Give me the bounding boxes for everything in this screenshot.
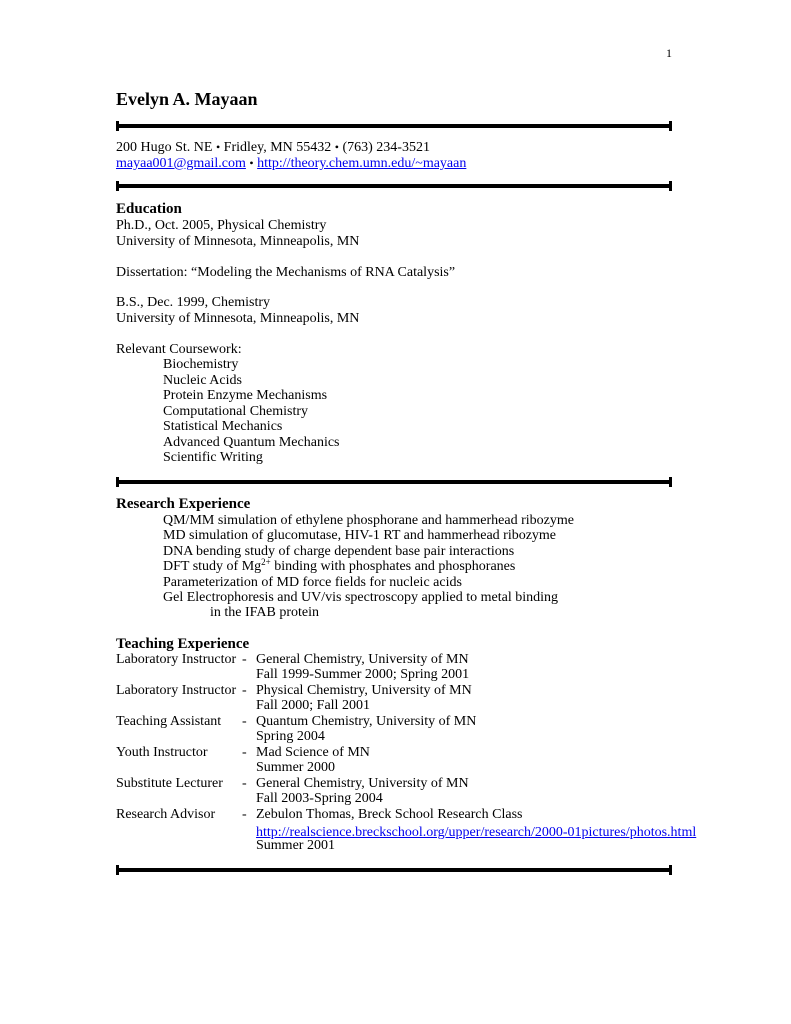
research-item: DNA bending study of charge dependent base pair interactions <box>163 544 515 559</box>
dash: - <box>242 714 247 729</box>
teaching-term: Fall 1999-Summer 2000; Spring 2001 <box>256 667 470 682</box>
page-number: 1 <box>666 46 672 60</box>
divider-rule <box>116 124 672 128</box>
city: Fridley, MN 55432 <box>223 140 332 155</box>
teaching-course: General Chemistry, University of MN <box>256 776 469 791</box>
teaching-course: General Chemistry, University of MN <box>256 652 469 667</box>
teaching-role: Laboratory Instructor <box>116 652 237 667</box>
course-item: Computational Chemistry <box>163 404 309 419</box>
teaching-term: Summer 2001 <box>256 838 335 853</box>
dash: - <box>242 683 247 698</box>
bs-degree: B.S., Dec. 1999, Chemistry <box>116 295 270 310</box>
research-item: Gel Electrophoresis and UV/vis spectroscopy applied to metal binding <box>163 590 559 605</box>
bullet: • <box>334 140 339 154</box>
phd-degree: Ph.D., Oct. 2005, Physical Chemistry <box>116 218 327 233</box>
teaching-role: Youth Instructor <box>116 745 208 760</box>
dft-suffix: binding with phosphates and phosphoranes <box>270 559 516 574</box>
teaching-role: Teaching Assistant <box>116 714 222 729</box>
teaching-course: Physical Chemistry, University of MN <box>256 683 472 698</box>
dissertation: Dissertation: “Modeling the Mechanisms of RNA Catalysis” <box>116 265 456 280</box>
course-item: Nucleic Acids <box>163 373 242 388</box>
teaching-heading: Teaching Experience <box>116 636 250 652</box>
address: 200 Hugo St. NE <box>116 140 213 155</box>
teaching-term: Fall 2003-Spring 2004 <box>256 791 383 806</box>
bullet: • <box>249 156 254 170</box>
course-item: Scientific Writing <box>163 450 263 465</box>
dash: - <box>242 652 247 667</box>
email-link[interactable]: mayaa001@gmail.com <box>116 156 246 171</box>
teaching-term: Spring 2004 <box>256 729 325 744</box>
contact-line-2 <box>116 155 466 172</box>
course-item: Biochemistry <box>163 357 239 372</box>
research-item-dft <box>163 559 515 575</box>
dft-prefix: DFT study of Mg <box>163 559 262 574</box>
dash: - <box>242 807 247 822</box>
teaching-role: Substitute Lecturer <box>116 776 223 791</box>
candidate-name: Evelyn A. Mayaan <box>116 89 258 109</box>
teaching-course: Quantum Chemistry, University of MN <box>256 714 477 729</box>
research-heading: Research Experience <box>116 496 251 512</box>
research-item: QM/MM simulation of ethylene phosphorane and hammerhead ribozyme <box>163 513 574 528</box>
teaching-role: Research Advisor <box>116 807 216 822</box>
teaching-term: Fall 2000; Fall 2001 <box>256 698 370 713</box>
phone: (763) 234-3521 <box>342 140 430 155</box>
research-item: Parameterization of MD force fields for nucleic acids <box>163 575 462 590</box>
dash: - <box>242 776 247 791</box>
contact-line-1 <box>116 139 430 156</box>
mg-charge: 2+ <box>261 557 271 567</box>
teaching-role: Laboratory Instructor <box>116 683 237 698</box>
course-item: Statistical Mechanics <box>163 419 283 434</box>
coursework-label: Relevant Coursework: <box>116 342 242 357</box>
teaching-course: Mad Science of MN <box>256 745 370 760</box>
dash: - <box>242 745 247 760</box>
research-item: MD simulation of glucomutase, HIV-1 RT and hammerhead ribozyme <box>163 528 557 543</box>
phd-school: University of Minnesota, Minneapolis, MN <box>116 234 360 249</box>
divider-rule <box>116 480 672 484</box>
research-item-continuation: in the IFAB protein <box>210 605 320 620</box>
divider-rule <box>116 184 672 188</box>
teaching-course: Zebulon Thomas, Breck School Research Class <box>256 807 523 822</box>
research-class-link[interactable]: http://realscience.breckschool.org/upper/research/2000-01pictures/photos.html <box>256 825 697 840</box>
education-heading: Education <box>116 201 182 217</box>
bs-school: University of Minnesota, Minneapolis, MN <box>116 311 360 326</box>
teaching-term: Summer 2000 <box>256 760 335 775</box>
course-item: Advanced Quantum Mechanics <box>163 435 340 450</box>
divider-rule <box>116 868 672 872</box>
bullet: • <box>215 140 221 154</box>
website-link[interactable]: http://theory.chem.umn.edu/~mayaan <box>257 156 467 171</box>
course-item: Protein Enzyme Mechanisms <box>163 388 328 403</box>
